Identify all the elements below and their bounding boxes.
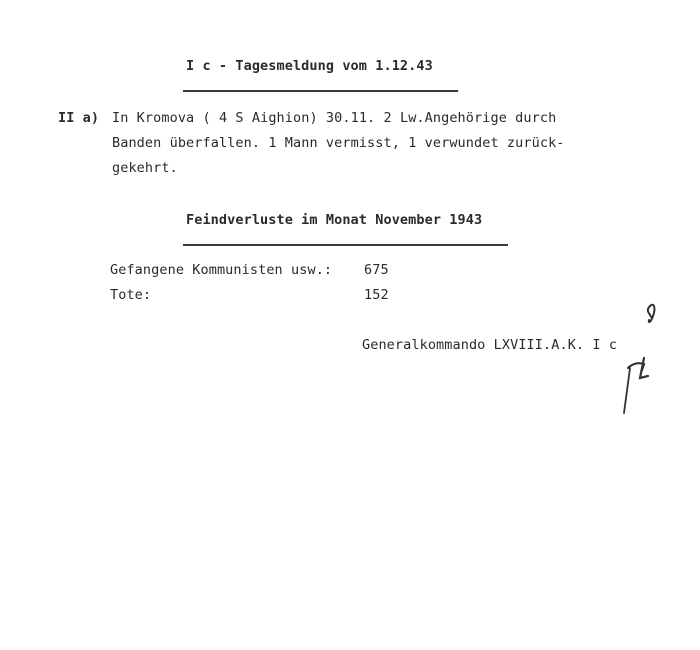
document-header: I c - Tagesmeldung vom 1.12.43 (186, 58, 433, 74)
header-underline (183, 90, 458, 92)
losses-row-prisoners-value: 675 (364, 262, 389, 278)
paragraph-line-1: In Kromova ( 4 S Aighion) 30.11. 2 Lw.Angehörige durch (112, 110, 557, 126)
losses-heading: Feindverluste im Monat November 1943 (186, 212, 483, 228)
paragraph-line-2: Banden überfallen. 1 Mann vermisst, 1 verwundet zurück- (112, 135, 565, 151)
losses-heading-underline (183, 244, 508, 246)
losses-row-dead-value: 152 (364, 287, 389, 303)
paragraph-line-3: gekehrt. (112, 160, 178, 176)
handwritten-initials (618, 298, 668, 418)
signature-block: Generalkommando LXVIII.A.K. I c (362, 337, 618, 353)
losses-row-prisoners-label: Gefangene Kommunisten usw.: (110, 262, 333, 278)
section-marker: II a) (58, 110, 100, 126)
losses-row-dead-label: Tote: (110, 287, 152, 303)
